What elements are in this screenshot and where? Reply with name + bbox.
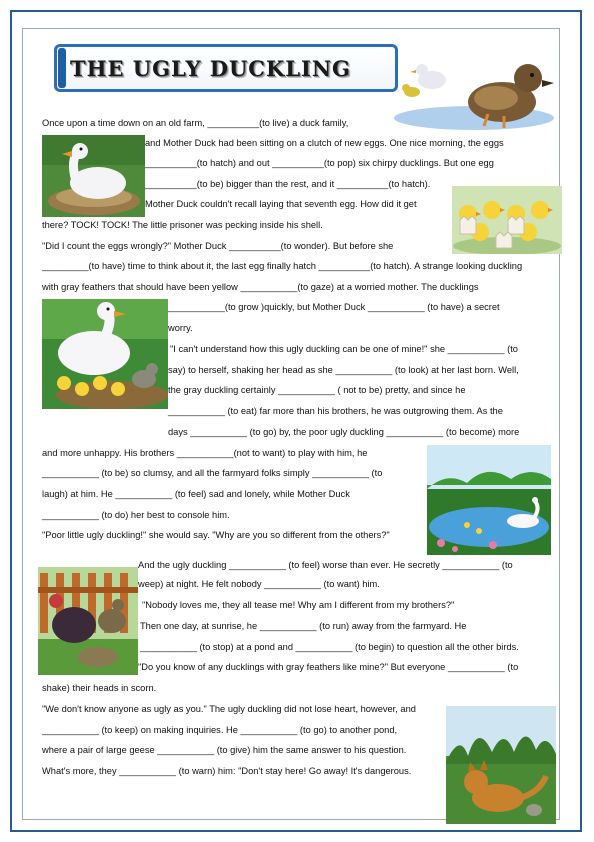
story-line: "Poor little ugly duckling!" she would say. "Why are you so different from the others?" (42, 530, 390, 540)
story-line: days ___________ (to go) by, the poor ugly duckling ___________ (to become) more (168, 427, 520, 437)
story-line: weep) at night. He felt nobody ___________ (to want) him. (138, 579, 380, 589)
story-line: "Nobody loves me, they all tease me! Why am I different from my brothers?" (142, 600, 455, 610)
farmyard-turkey-illustration (38, 567, 138, 675)
duck-family-illustration (392, 42, 556, 130)
story-line: ___________ (to do) her best to console him. (42, 510, 230, 520)
story-line: "Do you know of any ducklings with gray feathers like mine?" But everyone ___________ (to (138, 662, 519, 672)
story-line: the gray duckling certainly ___________ ( not to be) pretty, and since he (168, 385, 466, 395)
story-line: where a pair of large geese ___________ (to give) him the same answer to his question. (42, 745, 407, 755)
story-line: What's more, they ___________ (to warn) him: "Don't stay here! Go away! It's dangerous. (42, 766, 412, 776)
cat-and-duckling-illustration (446, 706, 556, 824)
mother-goose-with-ducklings-illustration (42, 299, 168, 409)
story-line: shake) their heads in scorn. (42, 683, 157, 693)
story-line: "Did I count the eggs wrongly?" Mother Duck __________(to wonder). But before she (42, 241, 394, 251)
story-line: __________(to be) bigger than the rest, and it __________(to hatch). (145, 179, 431, 189)
story-line: ___________ (to be) so clumsy, and all the farmyard folks simply ___________ (to (42, 468, 383, 478)
story-line: ___________ (to keep) on making inquiries. He ___________ (to go) to another pond, (42, 725, 398, 735)
story-line: say) to herself, shaking her head as she ___________ (to look) at her last born. Well, (168, 365, 519, 375)
story-line: _________(to have) time to think about it, the last egg finally hatch __________(to hatch). A strange looking duckling (42, 261, 523, 271)
goose-on-nest-illustration (42, 135, 145, 217)
story-line: Mother Duck couldn't recall laying that seventh egg. How did it get (145, 199, 417, 209)
story-line: ___________ (to eat) far more than his brothers, he was outgrowing them. As the (168, 406, 503, 416)
story-line: Once upon a time down on an old farm, __________(to live) a duck family, (42, 118, 349, 128)
story-line: and more unhappy. His brothers ___________(not to want) to play with him, he (42, 448, 368, 458)
title-accent-bar (58, 48, 66, 88)
story-line: Then one day, at sunrise, he ___________ (to run) away from the farmyard. He (140, 621, 467, 631)
hatching-ducklings-illustration (452, 186, 562, 254)
story-line: with gray feathers that should have been yellow ___________(to gaze) at a worried mother. The ducklings (42, 282, 479, 292)
story-line: ___________(to grow )quickly, but Mother Duck ___________ (to have) a secret (168, 302, 500, 312)
story-line: __________(to hatch) and out __________(to pop) six chirpy ducklings. But one egg (145, 158, 494, 168)
story-line: laugh) at him. He ___________ (to feel) sad and lonely, while Mother Duck (42, 489, 350, 499)
story-line: ___________ (to stop) at a pond and ___________ (to begin) to question all the other birds. (140, 642, 519, 652)
story-line: "We don't know anyone as ugly as you." The ugly duckling did not lose heart, however, and (42, 704, 416, 714)
story-line: and Mother Duck had been sitting on a clutch of new eggs. One nice morning, the eggs (145, 138, 504, 148)
pond-swan-illustration (427, 445, 551, 555)
story-line: worry. (168, 323, 193, 333)
story-line: And the ugly duckling ___________ (to feel) worse than ever. He secretly ___________ (to (138, 560, 513, 570)
story-line: there? TOCK! TOCK! The little prisoner was pecking inside his shell. (42, 220, 323, 230)
worksheet-title: THE UGLY DUCKLING (70, 56, 351, 81)
story-line: "I can't understand how this ugly duckling can be one of mine!" she ___________ (to (170, 344, 518, 354)
